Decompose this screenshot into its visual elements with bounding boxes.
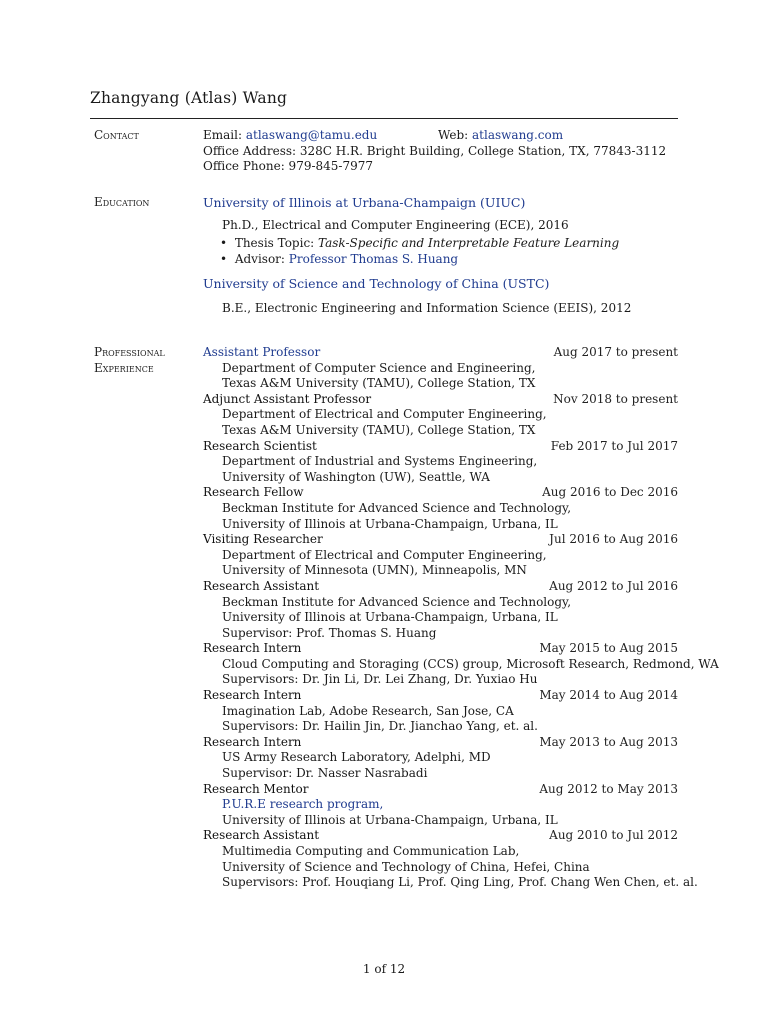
experience-detail-line	[203, 797, 678, 813]
advisor-label: Advisor:	[234, 251, 285, 266]
section-label-experience	[94, 345, 194, 376]
experience-entry	[203, 735, 678, 782]
web-label: Web:	[438, 128, 469, 142]
advisor-bullet	[203, 252, 678, 268]
experience-detail-line: Department of Industrial and Systems Engineering,	[222, 454, 538, 469]
experience-entry	[203, 532, 678, 579]
experience-detail-line: Texas A&M University (TAMU), College Station, TX	[222, 376, 536, 391]
experience-date: Jul 2016 to Aug 2016	[549, 532, 678, 547]
experience-header	[203, 439, 678, 455]
experience-detail-line: Texas A&M University (TAMU), College Station, TX	[222, 422, 536, 437]
experience-date: Aug 2012 to May 2013	[539, 781, 678, 796]
degree-uiuc: Ph.D., Electrical and Computer Engineering (ECE), 2016	[222, 217, 569, 232]
experience-header	[203, 782, 678, 798]
experience-detail-line: Multimedia Computing and Communication Lab,	[222, 844, 520, 858]
experience-header	[203, 688, 678, 704]
experience-date: May 2015 to Aug 2015	[539, 641, 678, 656]
experience-detail-line: US Army Research Laboratory, Adelphi, MD	[222, 750, 491, 765]
experience-detail-line: University of Minnesota (UMN), Minneapolis, MN	[222, 563, 527, 578]
experience-detail-line: Supervisors: Dr. Hailin Jin, Dr. Jianchao Yang, et. al.	[222, 719, 538, 734]
experience-title: Assistant Professor	[203, 345, 321, 359]
email-label: Email:	[203, 128, 243, 142]
advisor-link[interactable]: Professor Thomas S. Huang	[288, 251, 459, 266]
experience-header	[203, 828, 678, 844]
experience-title: Research Assistant	[203, 828, 320, 843]
office-phone: Office Phone: 979-845-7977	[203, 159, 374, 174]
experience-entry	[203, 345, 678, 392]
experience-date: Aug 2016 to Dec 2016	[542, 485, 678, 500]
experience-title: Research Mentor	[203, 781, 309, 796]
experience-title: Research Intern	[203, 641, 302, 656]
experience-list	[203, 345, 719, 891]
experience-entry	[203, 579, 678, 641]
web-link[interactable]: atlaswang.com	[472, 128, 564, 142]
page-number: 1 of 12	[362, 962, 406, 976]
thesis-topic: Task-Specific and Interpretable Feature Learning	[318, 236, 620, 251]
experience-header	[203, 735, 678, 751]
school-ustc: University of Science and Technology of China (USTC)	[203, 276, 550, 292]
experience-entry	[203, 688, 678, 735]
experience-detail-line: Department of Electrical and Computer Engineering,	[222, 547, 547, 562]
experience-detail-line: Department of Electrical and Computer Engineering,	[222, 407, 547, 422]
experience-header	[203, 641, 678, 657]
section-label-education: Education	[94, 195, 150, 209]
experience-date: Feb 2017 to Jul 2017	[550, 438, 678, 453]
experience-detail-line: University of Washington (UW), Seattle, WA	[222, 469, 490, 484]
experience-entry	[203, 392, 678, 439]
experience-title: Research Intern	[203, 688, 302, 703]
experience-detail-line: Beckman Institute for Advanced Science and Technology,	[222, 594, 572, 609]
experience-date: Nov 2018 to present	[553, 391, 678, 406]
experience-detail-line: Cloud Computing and Storaging (CCS) group, Microsoft Research, Redmond, WA	[222, 656, 719, 671]
thesis-bullet	[203, 236, 678, 252]
experience-date: May 2014 to Aug 2014	[539, 688, 678, 703]
contact-content	[203, 128, 678, 175]
section-label-contact: Contact	[94, 128, 139, 142]
experience-label-line1: Professional	[94, 345, 165, 359]
header-rule	[90, 118, 678, 119]
experience-detail-line: Supervisor: Prof. Thomas S. Huang	[222, 625, 437, 640]
experience-detail-line: Supervisors: Dr. Jin Li, Dr. Lei Zhang, Dr. Yuxiao Hu	[222, 672, 538, 687]
email-link[interactable]: atlaswang@tamu.edu	[245, 128, 378, 142]
experience-header	[203, 532, 678, 548]
experience-title: Research Fellow	[203, 485, 304, 500]
experience-entry	[203, 782, 678, 829]
experience-date: Aug 2017 to present	[553, 345, 678, 359]
experience-title: Adjunct Assistant Professor	[203, 391, 372, 406]
experience-date: May 2013 to Aug 2013	[539, 734, 678, 749]
experience-detail-line: Supervisors: Prof. Houqiang Li, Prof. Qing Ling, Prof. Chang Wen Chen, et. al.	[222, 875, 698, 890]
experience-detail-line: University of Illinois at Urbana-Champaign, Urbana, IL	[222, 516, 558, 531]
experience-header	[203, 485, 678, 501]
experience-detail-line: Supervisor: Dr. Nasser Nasrabadi	[222, 766, 428, 781]
experience-detail-line: University of Illinois at Urbana-Champaign, Urbana, IL	[222, 610, 558, 625]
school-uiuc: University of Illinois at Urbana-Champaign (UIUC)	[203, 195, 526, 210]
experience-date: Aug 2012 to Jul 2016	[549, 578, 678, 593]
experience-detail-line: University of Illinois at Urbana-Champaign, Urbana, IL	[222, 812, 558, 827]
thesis-label: Thesis Topic:	[234, 236, 315, 251]
person-name: Zhangyang (Atlas) Wang	[90, 89, 288, 107]
experience-entry	[203, 641, 719, 688]
experience-label-line2: Experience	[94, 360, 154, 375]
experience-entry	[203, 485, 678, 532]
experience-title: Research Assistant	[203, 578, 320, 593]
experience-date: Aug 2010 to Jul 2012	[549, 828, 678, 843]
office-address: Office Address: 328C H.R. Bright Building, College Station, TX, 77843-3112	[203, 143, 667, 158]
experience-header	[203, 345, 678, 361]
experience-entry	[203, 828, 698, 890]
experience-title: Research Intern	[203, 734, 302, 749]
experience-detail-line: Imagination Lab, Adobe Research, San Jose, CA	[222, 703, 514, 718]
degree-ustc: B.E., Electronic Engineering and Information Science (EEIS), 2012	[222, 300, 632, 315]
experience-title: Research Scientist	[203, 438, 317, 453]
web-group	[438, 128, 563, 144]
experience-header	[203, 392, 678, 408]
experience-entry	[203, 439, 678, 486]
education-content	[203, 195, 678, 317]
experience-detail-line: Department of Computer Science and Engineering,	[222, 360, 536, 375]
experience-detail-line: University of Science and Technology of China, Hefei, China	[222, 859, 590, 874]
experience-detail-line: Beckman Institute for Advanced Science and Technology,	[222, 500, 572, 515]
pure-program-link[interactable]: P.U.R.E research program,	[222, 797, 384, 812]
experience-header	[203, 579, 678, 595]
email-web-line	[203, 128, 678, 144]
experience-title: Visiting Researcher	[203, 532, 323, 547]
